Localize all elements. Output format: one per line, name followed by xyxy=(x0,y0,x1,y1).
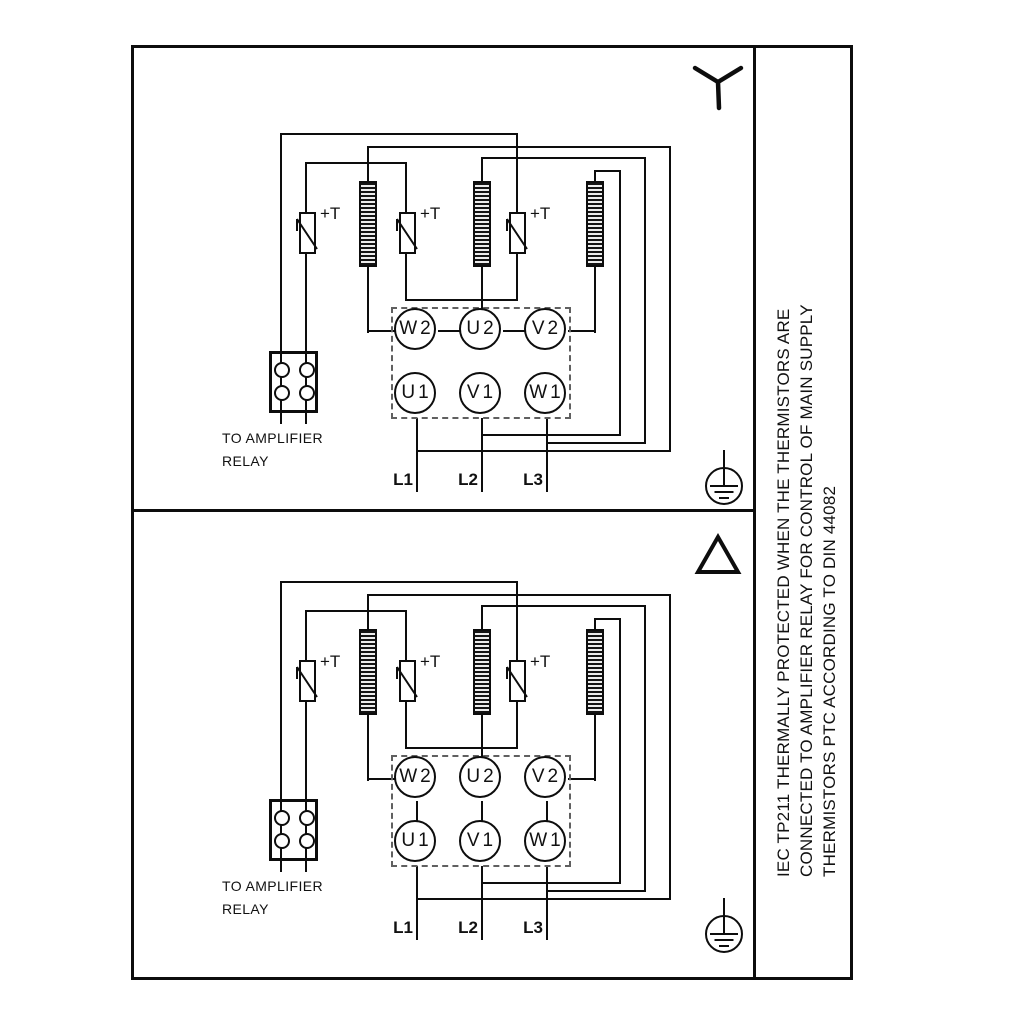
wire xyxy=(416,866,418,940)
relay-terminal-contact xyxy=(274,362,290,378)
terminal-w1: W1 xyxy=(524,372,566,414)
terminal-w2: W2 xyxy=(394,756,436,798)
wire xyxy=(594,267,596,333)
thermistor-icon xyxy=(392,208,422,260)
terminal-v1: V1 xyxy=(459,820,501,862)
wire xyxy=(405,747,518,749)
relay-terminal-block xyxy=(269,799,318,861)
amplifier-relay-caption-line2: RELAY xyxy=(222,453,269,469)
relay-terminal-contact xyxy=(299,362,315,378)
wire xyxy=(367,595,369,629)
thermistor-label: +T xyxy=(420,204,441,223)
terminal-u2: U2 xyxy=(459,756,501,798)
supply-line-label-l1: L1 xyxy=(393,918,413,937)
side-note-text xyxy=(772,304,844,877)
supply-line-label-l3: L3 xyxy=(523,918,543,937)
wire xyxy=(367,594,671,596)
terminal-u2: U2 xyxy=(459,308,501,350)
motor-winding-coil xyxy=(586,181,604,267)
wire xyxy=(405,299,518,301)
wire xyxy=(280,581,518,583)
thermistor-label: +T xyxy=(320,204,341,223)
supply-line-label-l2: L2 xyxy=(458,918,478,937)
wire xyxy=(568,330,596,332)
wire xyxy=(481,267,483,309)
terminal-w2: W2 xyxy=(394,308,436,350)
wire xyxy=(669,146,671,452)
amplifier-relay-caption-line1: TO AMPLIFIER xyxy=(222,430,324,446)
wire xyxy=(516,701,518,749)
relay-terminal-contact xyxy=(299,810,315,826)
amplifier-relay-caption xyxy=(222,875,323,921)
motor-winding-coil xyxy=(473,181,491,267)
wire xyxy=(367,715,369,781)
wire xyxy=(619,170,621,436)
relay-terminal-block xyxy=(269,351,318,413)
wire xyxy=(644,157,646,444)
delta-connection-icon xyxy=(692,530,744,576)
motor-winding-coil xyxy=(359,181,377,267)
motor-winding-coil xyxy=(473,629,491,715)
relay-terminal-contact xyxy=(274,385,290,401)
wire xyxy=(481,882,621,884)
wire xyxy=(481,606,483,629)
wire xyxy=(405,701,407,749)
wire xyxy=(546,442,646,444)
relay-terminal-contact xyxy=(299,833,315,849)
wire xyxy=(594,618,621,620)
wire xyxy=(305,610,407,612)
thermistor-icon xyxy=(392,656,422,708)
wire xyxy=(644,605,646,892)
wire xyxy=(416,898,671,900)
wire xyxy=(481,605,646,607)
wire xyxy=(405,253,407,301)
wire xyxy=(280,133,518,135)
side-note-line3: THERMISTORS PTC ACCORDING TO DIN 44082 xyxy=(820,485,839,877)
earth-ground-icon xyxy=(700,898,748,956)
terminal-u1: U1 xyxy=(394,372,436,414)
wire xyxy=(481,866,483,940)
thermistor-label: +T xyxy=(320,652,341,671)
wire xyxy=(516,253,518,301)
terminal-w1: W1 xyxy=(524,820,566,862)
amplifier-relay-caption-line1: TO AMPLIFIER xyxy=(222,878,324,894)
wire xyxy=(305,163,307,213)
wire xyxy=(305,611,307,661)
wire xyxy=(481,157,646,159)
side-note-line2: CONNECTED TO AMPLIFIER RELAY FOR CONTROL OF MAIN SUPPLY xyxy=(797,304,816,877)
wire xyxy=(367,267,369,333)
thermistor-label: +T xyxy=(420,652,441,671)
wire xyxy=(546,890,646,892)
thermistor-icon xyxy=(292,208,322,260)
wire xyxy=(669,594,671,900)
wire xyxy=(481,434,621,436)
wire xyxy=(305,162,407,164)
wire xyxy=(405,611,407,661)
thermistor-label: +T xyxy=(530,204,551,223)
wire xyxy=(481,715,483,757)
wire xyxy=(405,163,407,213)
relay-terminal-contact xyxy=(274,833,290,849)
thermistor-label: +T xyxy=(530,652,551,671)
relay-terminal-contact xyxy=(274,810,290,826)
wire xyxy=(546,866,548,940)
wire xyxy=(481,158,483,181)
motor-winding-coil xyxy=(359,629,377,715)
terminal-v2: V2 xyxy=(524,308,566,350)
wire xyxy=(619,618,621,884)
amplifier-relay-caption-line2: RELAY xyxy=(222,901,269,917)
terminal-v2: V2 xyxy=(524,756,566,798)
terminal-u1: U1 xyxy=(394,820,436,862)
delta-connection-diagram xyxy=(0,448,1024,960)
star-connection-icon xyxy=(686,56,750,114)
wire xyxy=(367,147,369,181)
wire xyxy=(594,715,596,781)
terminal-v1: V1 xyxy=(459,372,501,414)
supply-line-label-l3: L3 xyxy=(523,470,543,489)
supply-line-label-l1: L1 xyxy=(393,470,413,489)
thermistor-icon xyxy=(502,656,532,708)
supply-line-label-l2: L2 xyxy=(458,470,478,489)
thermistor-icon xyxy=(502,208,532,260)
wire xyxy=(594,170,621,172)
wire xyxy=(568,778,596,780)
thermistor-icon xyxy=(292,656,322,708)
wire xyxy=(367,146,671,148)
relay-terminal-contact xyxy=(299,385,315,401)
motor-winding-coil xyxy=(586,629,604,715)
side-note-line1: IEC TP211 THERMALLY PROTECTED WHEN THE THERMISTORS ARE xyxy=(774,308,793,877)
